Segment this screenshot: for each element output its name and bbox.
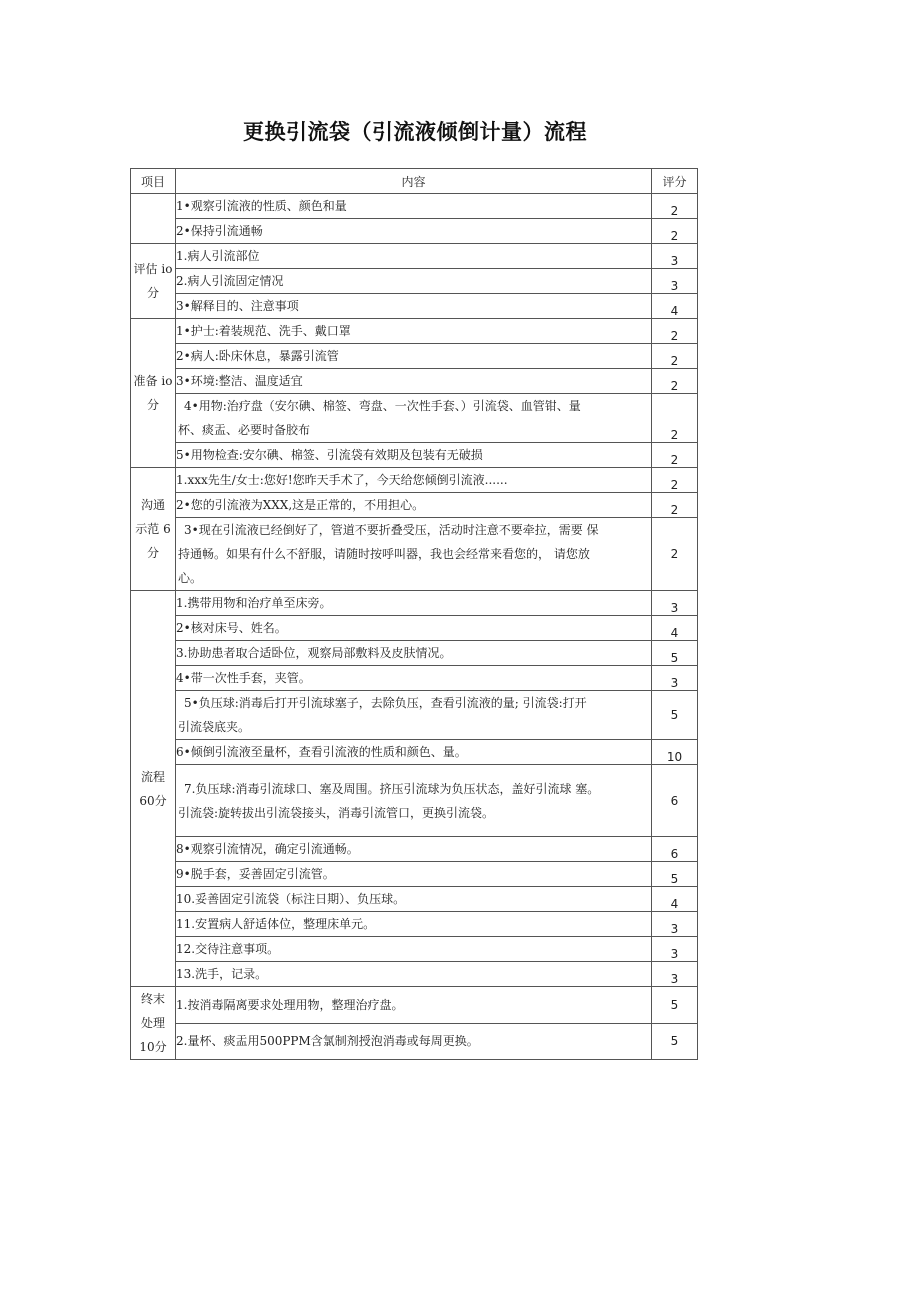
row-score: 10: [652, 740, 698, 765]
row-score: 2: [652, 219, 698, 244]
table-row: [131, 219, 698, 244]
page-title: 更换引流袋（引流液倾倒计量）流程: [243, 120, 587, 144]
row-score: 6: [652, 837, 698, 862]
row-content: 1•观察引流液的性质、颜色和量: [176, 194, 652, 219]
table-row: [131, 518, 698, 591]
row-content: 3•现在引流液已经倒好了，管道不要折叠受压，活动时注意不要牵拉，需要 保 持通畅。如果有什么不舒服，请随时按呼叫器，我也会经常来看您的， 请您放 心。: [176, 518, 652, 591]
row-content: 4•用物:治疗盘（安尔碘、棉签、弯盘、一次性手套、）引流袋、血管钳、量 杯、痰盂、必要时备胶布: [176, 394, 652, 443]
table-row: [131, 468, 698, 493]
row-content: 7.负压球:消毒引流球口、塞及周围。挤压引流球为负压状态，盖好引流球 塞。 引流袋:旋转拔出引流袋接头，消毒引流管口，更换引流袋。: [176, 765, 652, 837]
row-score: 2: [652, 493, 698, 518]
table-row: [131, 937, 698, 962]
header-content: 内容: [176, 169, 652, 194]
row-score: 5: [652, 1023, 698, 1060]
table-row: [131, 294, 698, 319]
table-row: [131, 912, 698, 937]
table-row: [131, 862, 698, 887]
table-row: [131, 740, 698, 765]
row-content: 2.病人引流固定情况: [176, 269, 652, 294]
row-content: 8•观察引流情况，确定引流通畅。: [176, 837, 652, 862]
table-header-row: [131, 169, 698, 194]
row-score: 2: [652, 369, 698, 394]
table-row: [131, 962, 698, 987]
row-score: 3: [652, 269, 698, 294]
row-content: 2•核对床号、姓名。: [176, 616, 652, 641]
table-row: [131, 244, 698, 269]
row-score: 3: [652, 244, 698, 269]
row-content: 3•环境:整洁、温度适宜: [176, 369, 652, 394]
row-content: 1.xxx先生/女士:您好!您昨天手术了，今天给您倾倒引流液......: [176, 468, 652, 493]
row-content: 2•保持引流通畅: [176, 219, 652, 244]
section-preparation: 准备 io 分: [131, 319, 176, 468]
row-score: 3: [652, 962, 698, 987]
row-content: 12.交待注意事项。: [176, 937, 652, 962]
section-procedure: 流程 60分: [131, 591, 176, 987]
row-content: 2•您的引流液为XXX,这是正常的，不用担心。: [176, 493, 652, 518]
table-row: [131, 641, 698, 666]
row-score: 3: [652, 591, 698, 616]
row-score: 3: [652, 912, 698, 937]
table-row: [131, 394, 698, 443]
row-content: 13.洗手，记录。: [176, 962, 652, 987]
table-row: [131, 194, 698, 219]
table-row: [131, 765, 698, 837]
table-row: [131, 369, 698, 394]
row-content: 1.病人引流部位: [176, 244, 652, 269]
row-content: 4•带一次性手套，夹管。: [176, 666, 652, 691]
row-score: 5: [652, 641, 698, 666]
row-content: 1.按消毒隔离要求处理用物，整理治疗盘。: [176, 987, 652, 1024]
table-row: [131, 666, 698, 691]
table-row: [131, 443, 698, 468]
procedure-table: [130, 168, 698, 1060]
row-content: 2.量杯、痰盂用500PPM含氯制剂授泡消毒或每周更换。: [176, 1023, 652, 1060]
table-row: [131, 616, 698, 641]
section-final-handling: 终末 处理 10分: [131, 987, 176, 1060]
row-score: 2: [652, 344, 698, 369]
header-item: 项目: [131, 169, 176, 194]
table-row: [131, 591, 698, 616]
row-content: 3•解释目的、注意事项: [176, 294, 652, 319]
row-content: 5•负压球:消毒后打开引流球塞子，去除负压，查看引流液的量; 引流袋:打开 引流袋底夹。: [176, 691, 652, 740]
row-content: 11.安置病人舒适体位，整理床单元。: [176, 912, 652, 937]
table-row: [131, 837, 698, 862]
row-score: 2: [652, 468, 698, 493]
row-score: 4: [652, 887, 698, 912]
header-score: 评分: [652, 169, 698, 194]
table-row: [131, 344, 698, 369]
section-communication: 沟通 示范 6 分: [131, 468, 176, 591]
table-row: [131, 887, 698, 912]
row-score: 2: [652, 319, 698, 344]
row-score: 2: [652, 394, 698, 443]
row-content: 3.协助患者取合适卧位，观察局部敷料及皮肤情况。: [176, 641, 652, 666]
row-content: 1•护士:着装规范、洗手、戴口罩: [176, 319, 652, 344]
section-assessment: 评估 io 分: [131, 244, 176, 319]
row-content: 5•用物检查:安尔碘、棉签、引流袋有效期及包装有无破损: [176, 443, 652, 468]
row-content: 10.妥善固定引流袋（标注日期）、负压球。: [176, 887, 652, 912]
row-score: 3: [652, 666, 698, 691]
table-row: [131, 319, 698, 344]
table-row: [131, 987, 698, 1024]
row-content: 9•脱手套，妥善固定引流管。: [176, 862, 652, 887]
row-content: 2•病人:卧床休息，暴露引流管: [176, 344, 652, 369]
section-blank: [131, 194, 176, 244]
row-score: 5: [652, 862, 698, 887]
row-content: 6•倾倒引流液至量杯，查看引流液的性质和颜色、量。: [176, 740, 652, 765]
row-score: 2: [652, 518, 698, 591]
row-score: 5: [652, 987, 698, 1024]
table-row: [131, 269, 698, 294]
row-score: 2: [652, 443, 698, 468]
table-row: [131, 493, 698, 518]
table-row: [131, 1023, 698, 1060]
table-row: [131, 691, 698, 740]
row-score: 6: [652, 765, 698, 837]
row-score: 3: [652, 937, 698, 962]
row-score: 5: [652, 691, 698, 740]
row-score: 4: [652, 616, 698, 641]
row-score: 2: [652, 194, 698, 219]
row-score: 4: [652, 294, 698, 319]
row-content: 1.携带用物和治疗单至床旁。: [176, 591, 652, 616]
